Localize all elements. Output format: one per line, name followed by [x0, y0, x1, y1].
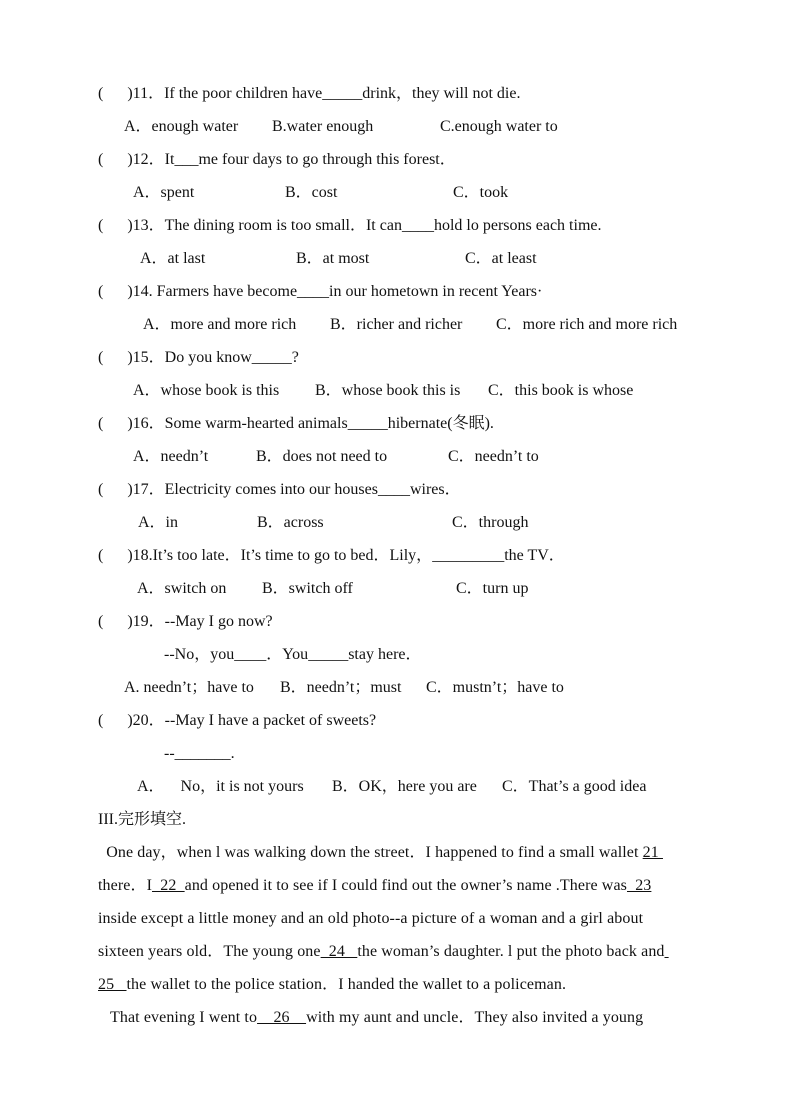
stem-text: ( )16．Some warm-hearted animals [98, 415, 348, 432]
cloze-blank-number [665, 943, 669, 960]
passage-line [98, 942, 702, 962]
stem-text: -- [164, 745, 175, 762]
cloze-blank-number: 24 [320, 943, 358, 960]
answer-option: B．whose book this is [315, 382, 461, 399]
stem-text: ( )11．If the poor children have [98, 85, 323, 102]
question-stem [98, 480, 461, 500]
stem-text: drink，they will not die. [362, 85, 521, 102]
answer-blank: ____ [377, 481, 410, 498]
stem-text: ( )14. Farmers have become [98, 283, 298, 300]
answer-option: A．spent [133, 184, 195, 201]
cloze-blank-number: 21 [642, 844, 663, 861]
passage-text: That evening I went to [98, 1009, 258, 1026]
answer-option: C.enough water to [440, 118, 558, 135]
stem-text: stay here． [348, 646, 422, 663]
answer-option: A．more and more rich [143, 316, 297, 333]
question-stem [98, 84, 520, 104]
question-stem [98, 711, 376, 731]
passage-text: with my aunt and uncle．They also invited a young [306, 1009, 644, 1026]
answer-option: C．That’s a good idea [502, 778, 647, 795]
answer-option: B.water enough [272, 118, 374, 135]
answer-blank: _____ [308, 646, 349, 663]
stem-text: ．You [266, 646, 309, 663]
cloze-blank-number: 23 [627, 877, 652, 894]
answer-option: B．across [257, 514, 324, 531]
answer-option: C．more rich and more rich [496, 316, 678, 333]
answer-option: C．this book is whose [488, 382, 634, 399]
stem-text: ( )17．Electricity comes into our houses [98, 481, 378, 498]
stem-text: ( )20．--May I have a packet of sweets? [98, 712, 377, 729]
passage-line [98, 843, 702, 863]
stem-text: hibernate(冬眠). [387, 415, 494, 432]
answer-blank: _______ [174, 745, 231, 762]
answer-blank: ____ [234, 646, 267, 663]
question-stem [98, 612, 273, 632]
passage-line [98, 876, 702, 896]
answer-option: A. needn’t；have to [124, 679, 254, 696]
stem-text: ( )15．Do you know [98, 349, 252, 366]
question-stem [98, 348, 299, 368]
stem-text: me four days to go through this forest． [198, 151, 456, 168]
answer-option: C．through [452, 514, 529, 531]
question-stem [98, 150, 456, 170]
dialogue-line [164, 744, 235, 764]
passage-text: there．I [98, 877, 153, 894]
question-stem [98, 216, 601, 236]
answer-blank: _____ [251, 349, 292, 366]
stem-text: . [230, 745, 235, 762]
answer-blank: ____ [297, 283, 330, 300]
passage-text: inside except a little money and an old photo--a picture of a woman and a girl about [98, 910, 644, 927]
question-stem [98, 282, 542, 302]
answer-option: B．does not need to [256, 448, 388, 465]
passage-text: the wallet to the police station．I handed the wallet to a policeman. [126, 976, 567, 993]
passage-text: the woman’s daughter. l put the photo back and [357, 943, 665, 960]
passage-line [98, 1008, 702, 1028]
answer-option: A．needn’t [133, 448, 209, 465]
stem-text: ( )12．It [98, 151, 175, 168]
question-stem [98, 414, 494, 434]
answer-blank: _________ [432, 547, 505, 564]
stem-text: ( )13．The dining room is too small．It can [98, 217, 402, 234]
passage-text: One day，when l was walking down the street．I happened to find a small wallet [98, 844, 643, 861]
cloze-blank-number: 26 [257, 1009, 307, 1026]
stem-text: hold lo persons each time. [433, 217, 602, 234]
stem-text: ( )18.It’s too late．It’s time to go to bed．Lily， [98, 547, 433, 564]
stem-text: --No，you [164, 646, 235, 663]
answer-blank: _____ [347, 415, 388, 432]
passage-text: and opened it to see if I could find out the owner’s name .There was [184, 877, 627, 894]
answer-option: C．mustn’t；have to [426, 679, 564, 696]
stem-text: in our hometown in recent Years· [329, 283, 543, 300]
passage-text: sixteen years old．The young one [98, 943, 321, 960]
cloze-blank-number: 22 [152, 877, 185, 894]
passage-line [98, 975, 702, 995]
answer-option: B．needn’t；must [280, 679, 402, 696]
answer-blank: ____ [401, 217, 434, 234]
answer-option: A．switch on [137, 580, 227, 597]
answer-blank: _____ [322, 85, 363, 102]
answer-option: A．in [138, 514, 179, 531]
stem-text: ( )19．--May I go now? [98, 613, 273, 630]
answer-option: C．turn up [456, 580, 529, 597]
answer-option: B．cost [285, 184, 338, 201]
stem-text: wires． [409, 481, 461, 498]
question-stem [98, 546, 565, 566]
answer-option: A． No，it is not yours [137, 778, 304, 795]
answer-option: A．whose book is this [133, 382, 280, 399]
answer-option: C．took [453, 184, 509, 201]
answer-option: B．OK，here you are [332, 778, 477, 795]
cloze-blank-number: 25 [98, 976, 127, 993]
answer-blank: ___ [174, 151, 199, 168]
answer-option: B．at most [296, 250, 370, 267]
passage-line [98, 909, 702, 929]
answer-option: B．richer and richer [330, 316, 463, 333]
stem-text: ? [291, 349, 299, 366]
answer-option: A．at last [140, 250, 206, 267]
section-title: III.完形填空. [98, 811, 186, 828]
answer-option: A．enough water [124, 118, 239, 135]
dialogue-line [164, 645, 422, 665]
stem-text: the TV． [504, 547, 565, 564]
answer-option: C．needn’t to [448, 448, 539, 465]
answer-option: C．at least [465, 250, 537, 267]
answer-option: B．switch off [262, 580, 353, 597]
